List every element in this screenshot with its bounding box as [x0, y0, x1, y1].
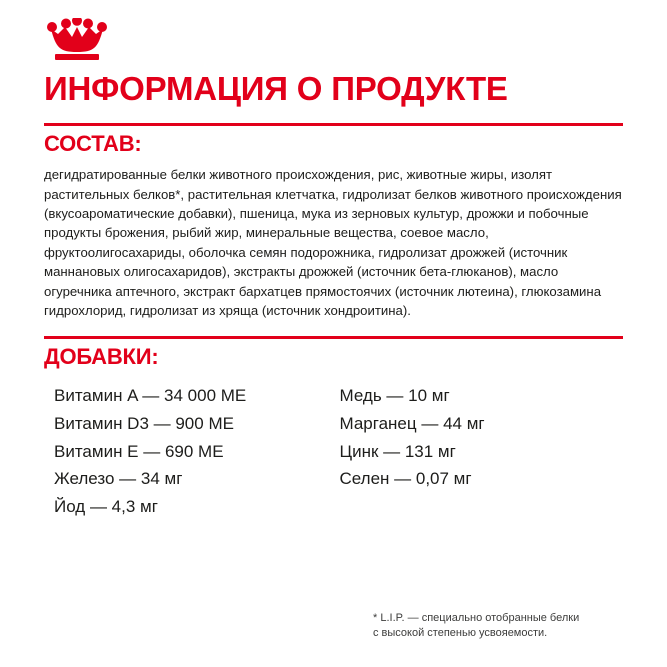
footnote-line-1: * L.I.P. — специально отобранные белки: [373, 612, 580, 625]
additives-column-left: [44, 382, 334, 520]
footnote-line-2: с высокой степенью усвояемости.: [373, 627, 548, 640]
additives-heading-block: [44, 336, 623, 368]
composition-heading: СОСТАВ:: [44, 131, 142, 156]
list-item: Витамин A — 34 000 МЕ: [54, 386, 247, 406]
footnote: [373, 611, 623, 641]
additives-divider: [44, 336, 623, 339]
list-item: Марганец — 44 мг: [339, 413, 485, 433]
additives-list: [44, 382, 623, 520]
composition-text: дегидратированные белки животного происхождения, рис, животные жиры, изолят растительных белков*, растительная клетчатка, гидролизат белков животного происхождения (вкусоароматические добавки), пшеница, мука из зерновых культур, дрожжи и побочные продукты брожения, рыбий жир, минеральные вещества, соевое масло, фруктоолигосахариды, оболочка семян подорожника, гидролизат дрожжей (источник маннановых олигосахаридов), экстракты дрожжей (источник бета-глюканов), масло огуречника аптечного, экстракт бархатцев прямостоячих (источник лютеина), глюкозамина гидрохлорид, гидролизат из хряща (источник хондроитина).: [44, 167, 622, 318]
list-item: Селен — 0,07 мг: [339, 469, 472, 489]
royal-crown-logo: [46, 18, 108, 62]
list-item: Медь — 10 мг: [339, 386, 450, 406]
list-item: Цинк — 131 мг: [339, 441, 456, 461]
page-title: ИНФОРМАЦИЯ О ПРОДУКТЕ: [44, 70, 508, 107]
composition-divider: [44, 123, 623, 126]
list-item: Витамин D3 — 900 МЕ: [54, 413, 234, 433]
composition-heading-block: [44, 123, 623, 155]
list-item: Йод — 4,3 мг: [54, 496, 158, 516]
additives-heading: ДОБАВКИ:: [44, 344, 159, 370]
list-item: Витамин E — 690 МЕ: [54, 441, 224, 461]
additives-column-right: [334, 382, 624, 520]
list-item: Железо — 34 мг: [54, 469, 183, 489]
